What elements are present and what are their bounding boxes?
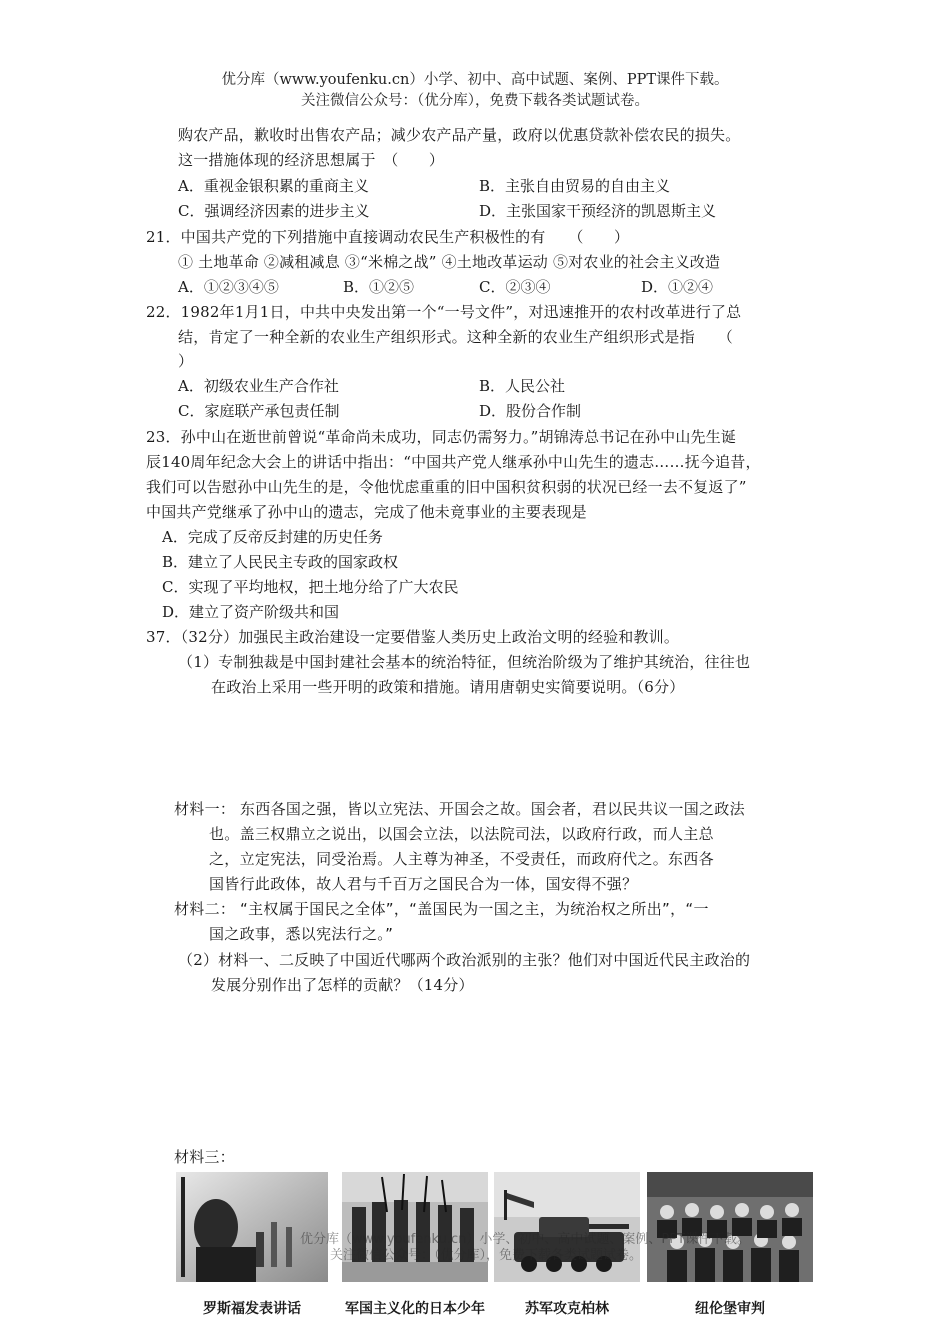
photo-caption-4: 纽伦堡审判 (695, 1301, 765, 1317)
q21-items: ① 土地革命 ②减租减息 ③“米棉之战” ④土地改革运动 ⑤对农业的社会主义改造 (178, 253, 721, 271)
material-1-line-2: 也。盖三权鼎立之说出，以国会立法，以法院司法，以政府行政，而人主总 (209, 825, 714, 843)
q22-option-b: B．人民公社 (479, 377, 566, 395)
q37-part2-line-2: 发展分别作出了怎样的贡献？（14分） (211, 976, 474, 994)
q22-option-c: C．家庭联产承包责任制 (178, 402, 340, 420)
q23-stem-line-2: 辰140周年纪念大会上的讲话中指出：“中国共产党人继承孙中山先生的遗志……抚今追昔， (146, 453, 761, 471)
q23-option-c: C．实现了平均地权，把土地分给了广大农民 (162, 578, 459, 596)
q23-stem-line-1: 23．孙中山在逝世前曾说“革命尚未成功，同志仍需努力。”胡锦涛总书记在孙中山先生诞 (146, 428, 737, 446)
material-1-line-4: 国皆行此政体，故人君与千百万之国民合为一体，国安得不强？ (209, 875, 638, 893)
header-line-2: 关注微信公众号：（优分库），免费下载各类试题试卷。 (301, 93, 649, 109)
q37-part1-line-2: 在政治上采用一些开明的政策和措施。请用唐朝史实简要说明。（6分） (211, 678, 685, 696)
q21-option-c: C．②③④ (479, 278, 551, 296)
q23-stem-line-4: 中国共产党继承了孙中山的遗志，完成了他未竟事业的主要表现是 (146, 503, 587, 521)
watermark-line-2: 关注微信公众号：（优分库），免费下载各类试题试卷。 (330, 1248, 643, 1263)
material-1-line-3: 之，立定宪法，同受治焉。人主尊为神圣，不受责任，而政府代之。东西各 (209, 850, 714, 868)
q23-option-d: D．建立了资产阶级共和国 (162, 603, 340, 621)
youth-march-photo-icon (342, 1172, 488, 1282)
material-3-label: 材料三： (174, 1148, 235, 1166)
soviet-tank-photo-icon (494, 1172, 640, 1282)
q20-option-b: B．主张自由贸易的自由主义 (479, 177, 671, 195)
q20-option-d: D．主张国家干预经济的凯恩斯主义 (479, 202, 717, 220)
q22-option-a: A．初级农业生产合作社 (178, 377, 339, 395)
q23-option-b: B．建立了人民民主专政的国家政权 (162, 553, 399, 571)
material-2-line-2: 国之政事，悉以宪法行之。” (209, 925, 394, 943)
q23-option-a: A．完成了反帝反封建的历史任务 (162, 528, 383, 546)
q21-option-b: B．①②⑤ (343, 278, 415, 296)
q20-stem-line-2: 这一措施体现的经济思想属于 （ ） (178, 151, 445, 169)
q21-option-d: D．①②④ (641, 278, 714, 296)
material-1-line-1: 东西各国之强，皆以立宪法、开国会之故。国会者，君以民共议一国之政法 (240, 800, 745, 818)
q22-option-d: D．股份合作制 (479, 402, 582, 420)
q20-option-a: A．重视金银积累的重商主义 (178, 177, 369, 195)
trial-photo-icon (647, 1172, 813, 1282)
q22-stem-line-3: ） (178, 352, 194, 370)
q20-option-c: C．强调经济因素的进步主义 (178, 202, 370, 220)
q22-stem-line-2: 结，肯定了一种全新的农业生产组织形式。这种全新的农业生产组织形式是指 （ (178, 328, 733, 346)
photo-caption-3: 苏军攻克柏林 (525, 1301, 609, 1317)
header-line-1: 优分库（www.youfenku.cn）小学、初中、高中试题、案例、PPT课件下载。 (221, 72, 729, 88)
material-2-line-1: “主权属于国民之全体”，“盖国民为一国之主，为统治权之所出”，“一 (240, 900, 709, 918)
q37-stem: 37．（32分）加强民主政治建设一定要借鉴人类历史上政治文明的经验和教训。 (146, 628, 680, 646)
q37-part1-line-1: （1）专制独裁是中国封建社会基本的统治特征，但统治阶级为了维护其统治，往往也 (178, 653, 751, 671)
q23-stem-line-3: 我们可以告慰孙中山先生的是，令他忧虑重重的旧中国积贫积弱的状况已经一去不复返了” (146, 478, 747, 496)
q20-stem-line-1: 购农产品，歉收时出售农产品；减少农产品产量，政府以优惠贷款补偿农民的损失。 (178, 126, 741, 144)
photo-caption-1: 罗斯福发表讲话 (203, 1301, 301, 1317)
q37-part2-line-1: （2）材料一、二反映了中国近代哪两个政治派别的主张？他们对中国近代民主政治的 (178, 951, 751, 969)
speech-photo-icon (176, 1172, 328, 1282)
q21-stem: 21．中国共产党的下列措施中直接调动农民生产积极性的有 （ ） (146, 228, 630, 246)
material-2-label: 材料二： (174, 900, 236, 918)
q21-option-a: A．①②③④⑤ (178, 278, 279, 296)
material-1-label: 材料一： (174, 800, 236, 818)
photo-caption-2: 军国主义化的日本少年 (345, 1301, 485, 1317)
watermark-line-1: 优分库（www.youfenku.cn）小学、初中、高中试题、案例、PPT课件下载。 (300, 1232, 751, 1247)
q22-stem-line-1: 22．1982年1月1日，中共中央发出第一个“一号文件”，对迅速推开的农村改革进行了总 (146, 303, 742, 321)
